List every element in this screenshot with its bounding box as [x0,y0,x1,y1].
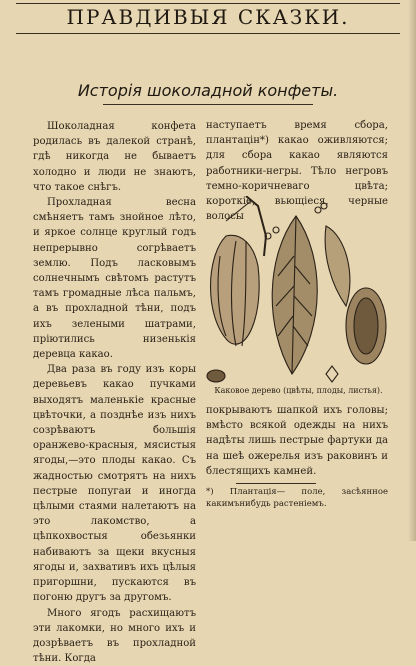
story-title: Исторія шоколадной конфеты. [16,78,400,104]
page-edge-shade [408,0,416,541]
cacao-leaf-large [272,216,317,374]
footnote-rule [236,483,316,484]
cacao-bean [207,370,225,382]
paragraph-1: Шоколадная конфета родилась въ далекой странѣ, гдѣ никогда не бываетъ холодно и люди не знаютъ, что такое снѣгъ. [33,119,196,195]
right-paragraph-bottom: покрываютъ шапкой ихъ головы; вмѣсто всякой одежды на нихъ надѣты лишь пестрые фартуки да на шеѣ ожерелья изъ раковинъ и блестящихъ камней. [206,403,388,479]
flower-2 [273,227,279,233]
title-underline [103,104,313,105]
cacao-leaf-small [325,226,350,306]
paragraph-4: Много ягодъ расхищаютъ эти лакомки, но много ихъ и дозрѣваетъ въ прохладной тѣни. Когда [33,606,196,666]
right-column-bottom [206,403,388,479]
header-rule-bottom [16,33,400,34]
illustration-caption: Каковое дерево (цвѣты, плоды, листья). [206,384,391,398]
right-paragraph-top: наступаетъ время сбора, плантацін*) какао оживляются; для сбора какао являются работники-негры. Тѣло негровъ темно-коричневаго цвѣта; короткіе, вьющіеся, черные волосы [206,118,388,224]
flower-3 [315,207,321,213]
cacao-tree-illustration [206,196,391,384]
footnote: *) Плантація— поле, засѣянное какимънибудь растеніемъ. [206,487,388,510]
flower-star [326,366,338,382]
paragraph-3: Два раза въ году изъ коры деревьевъ какао пучками выходятъ маленькіе красные цвѣточки, а позднѣе изъ нихъ созрѣваютъ большія оранжево-красныя, мясистыя ягоды,—это плоды какао. Съ жадностью смотрятъ на нихъ пестрые попугаи и иногда цѣлыми стаями налетаютъ на это лакомство, а цѣпкохвостыя обезьянки набиваютъ за щеки вкусныя ягоды и, захвативъ ихъ цѣлыя пригоршни, пускаются въ погоню другъ за другомъ. [33,362,196,605]
paragraph-2: Прохладная весна смѣняетъ тамъ знойное лѣто, и яркое солнце круглый годъ непрерывно согрѣваетъ землю. Подъ ласковымъ солнечнымъ свѣтомъ растутъ тамъ громадные лѣса пальмъ, а въ прохладной тѣни, подъ ихъ зелеными шатрами, пріютились низенькія деревца какао. [33,195,196,362]
left-column [33,119,196,666]
flower-4 [321,203,327,209]
branch-twig [226,201,251,221]
cacao-pod-seeds [354,298,378,354]
running-head: ПРАВДИВЫЯ СКАЗКИ. [16,2,400,32]
